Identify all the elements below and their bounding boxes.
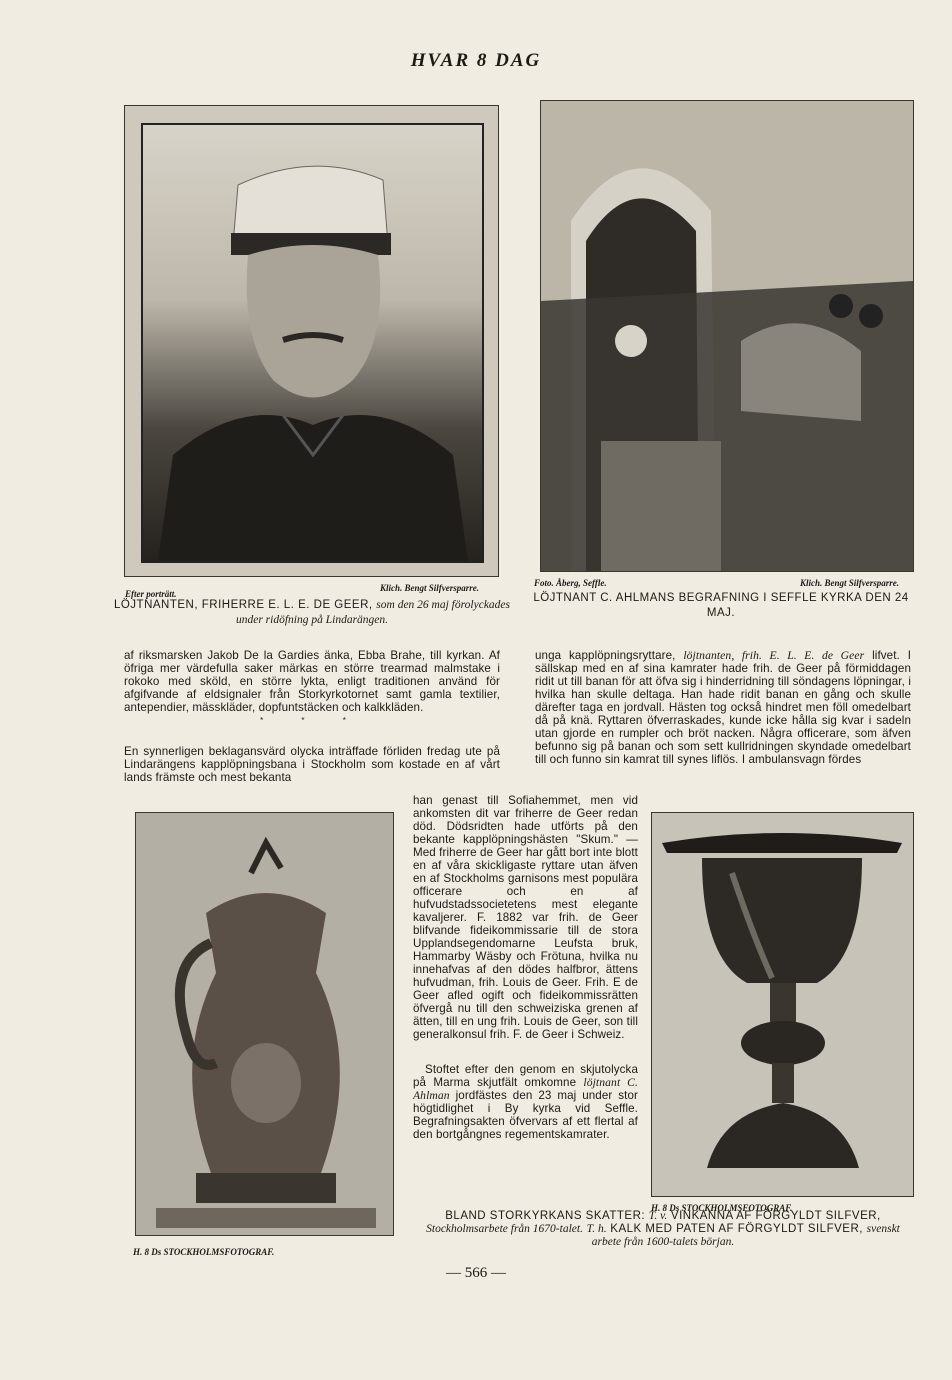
portrait-credit-left: Efter porträtt.	[125, 589, 177, 599]
treasures-caption-lead: BLAND STORKYRKANS SKATTER:	[445, 1210, 646, 1222]
article-column-3	[413, 794, 638, 1141]
col1-paragraph-1: af riksmarsken Jakob De la Gardies änka, Ebba Brahe, till kyrkan. Af öfriga mer värdefulla saker märkas en större trearmad malmstake i rokoko med sköld, en större lykta, enligt traditionen använd för afgifvande af eldsignaler från Storkyrkotornet samt gamla textilier, antependier, mässkläder, dopfuntstäcken och kalkkläden.	[124, 649, 500, 714]
treasures-caption-b: KALK MED PATEN AF FÖRGYLDT SILFVER,	[610, 1223, 863, 1235]
funeral-credit-left: Foto. Åberg, Seffle.	[534, 578, 607, 588]
col3-paragraph-1: han genast till Sofiahemmet, men vid ankomsten dit var friherre de Geer redan död. Dödsridten hade utförts på den bekante kapplöpningshästen "Skum." — Med friherre de Geer har gått bort inte blott en af våra skickligaste ryttare utan äfven en af Stockholms garnisons mest populära officerare och en af hufvudstadssocietetens mest elegante kavaljerer. F. 1882 var frih. de Geer blifvande fideikommissarie till de stora Upplandsegendomarne Leufsta bruk, Hammarby Wäsby och Frötuna, hvilka nu innehafvas af den dödes halfbror, ättens hufvudman, frih. Louis de Geer. Frih. E de Geer afled ogift och fideikommissrätten öfvergå nu till den schweiziska grenen af ätten, till en ung frih. Louis de Geer, son till generalkonsul frih. F. de Geer i Schweiz.	[413, 794, 638, 1041]
portrait-caption-main: LÖJTNANTEN, FRIHERRE E. L. E. DE GEER,	[113, 599, 373, 611]
col3-text-b: jordfästes den 23 maj under stor högtidlighet i By kyrka vid Seffle. Begrafningsakten öfvervars af ett flertal af den bortgångnes regementskamrater.	[413, 1089, 638, 1141]
col2-text-a: unga kapplöpningsryttare,	[535, 649, 676, 662]
tankard-credit: H. 8 Ds STOCKHOLMSFOTOGRAF.	[133, 1247, 275, 1257]
col2-name: löjtnanten, frih. E. L. E. de Geer	[683, 649, 865, 662]
portrait-caption-italic: som den 26 maj förolyckades under ridöfning på Lindarängen.	[235, 599, 511, 626]
chalice-illustration	[652, 813, 913, 1196]
portrait-photo	[124, 105, 499, 577]
col3-text-a: Stoftet efter den genom en skjutolycka på Marma skjutfält omkomne	[413, 1063, 638, 1089]
col3-paragraph-2	[413, 1063, 638, 1141]
article-column-1	[124, 649, 500, 784]
section-divider-stars: * * *	[260, 716, 364, 725]
funeral-caption: LÖJTNANT C. AHLMANS BEGRAFNING I SEFFLE KYRKA DEN 24 MAJ.	[533, 592, 909, 619]
col1-paragraph-2: En synnerligen beklagansvärd olycka inträffade förliden fredag ute på Lindarängens kapplöpningsbana i Stockholm som kostade en af vårt lands främste och mest bekanta	[124, 745, 500, 784]
portrait-caption	[112, 598, 512, 628]
portrait-illustration	[143, 125, 482, 561]
treasures-caption-b-label: T. h.	[586, 1223, 607, 1235]
treasures-caption-a-label: T. v.	[648, 1210, 668, 1222]
treasures-caption-a: VINKANNA AF FÖRGYLDT SILFVER,	[670, 1210, 881, 1222]
funeral-illustration	[541, 101, 913, 571]
col2-paragraph-1	[535, 649, 911, 766]
funeral-credit-right: Klich. Bengt Silfversparre.	[800, 578, 900, 588]
page-number: — 566 —	[446, 1265, 506, 1281]
tankard-illustration	[136, 813, 393, 1235]
chalice-photo	[651, 812, 914, 1197]
article-column-2	[535, 649, 911, 766]
tankard-photo	[135, 812, 394, 1236]
col2-text-b: lifvet. I sällskap med en af sina kamrater hade frih. de Geer på förmiddagen ridit ut till banan för att öfva sig i hinderridning till söndagens löpningar, i hvilka han skulle deltaga. Han hade ridit banan en gång och skulle därefter taga en jordvall. Hästen tog också hindret men föll omedelbart då på knä. Ryttaren öfverraskades, kunde icke hålla sig kvar i sadeln utan gjorde en rumpler och bröt nacken. Några officerare, som äfven befunno sig på banan och som sett kullridningen skyndade omedelbart till och funno sin kamrat till synes liflös. I ambulansvagn fördes	[535, 649, 912, 766]
treasures-caption	[413, 1210, 913, 1249]
treasures-caption-b-origin: svenskt arbete från 1600-talets början.	[591, 1223, 900, 1248]
portrait-credit-right: Klich. Bengt Silfversparre.	[380, 583, 480, 593]
col3-name: löjtnant C. Ahlman	[413, 1076, 638, 1102]
chalice-credit: H. 8 Ds STOCKHOLMSFOTOGRAF.	[651, 1203, 793, 1213]
masthead-title: HVAR 8 DAG	[410, 50, 542, 71]
treasures-caption-a-origin: Stockholmsarbete från 1670-talet.	[426, 1223, 583, 1235]
funeral-photo	[540, 100, 914, 572]
